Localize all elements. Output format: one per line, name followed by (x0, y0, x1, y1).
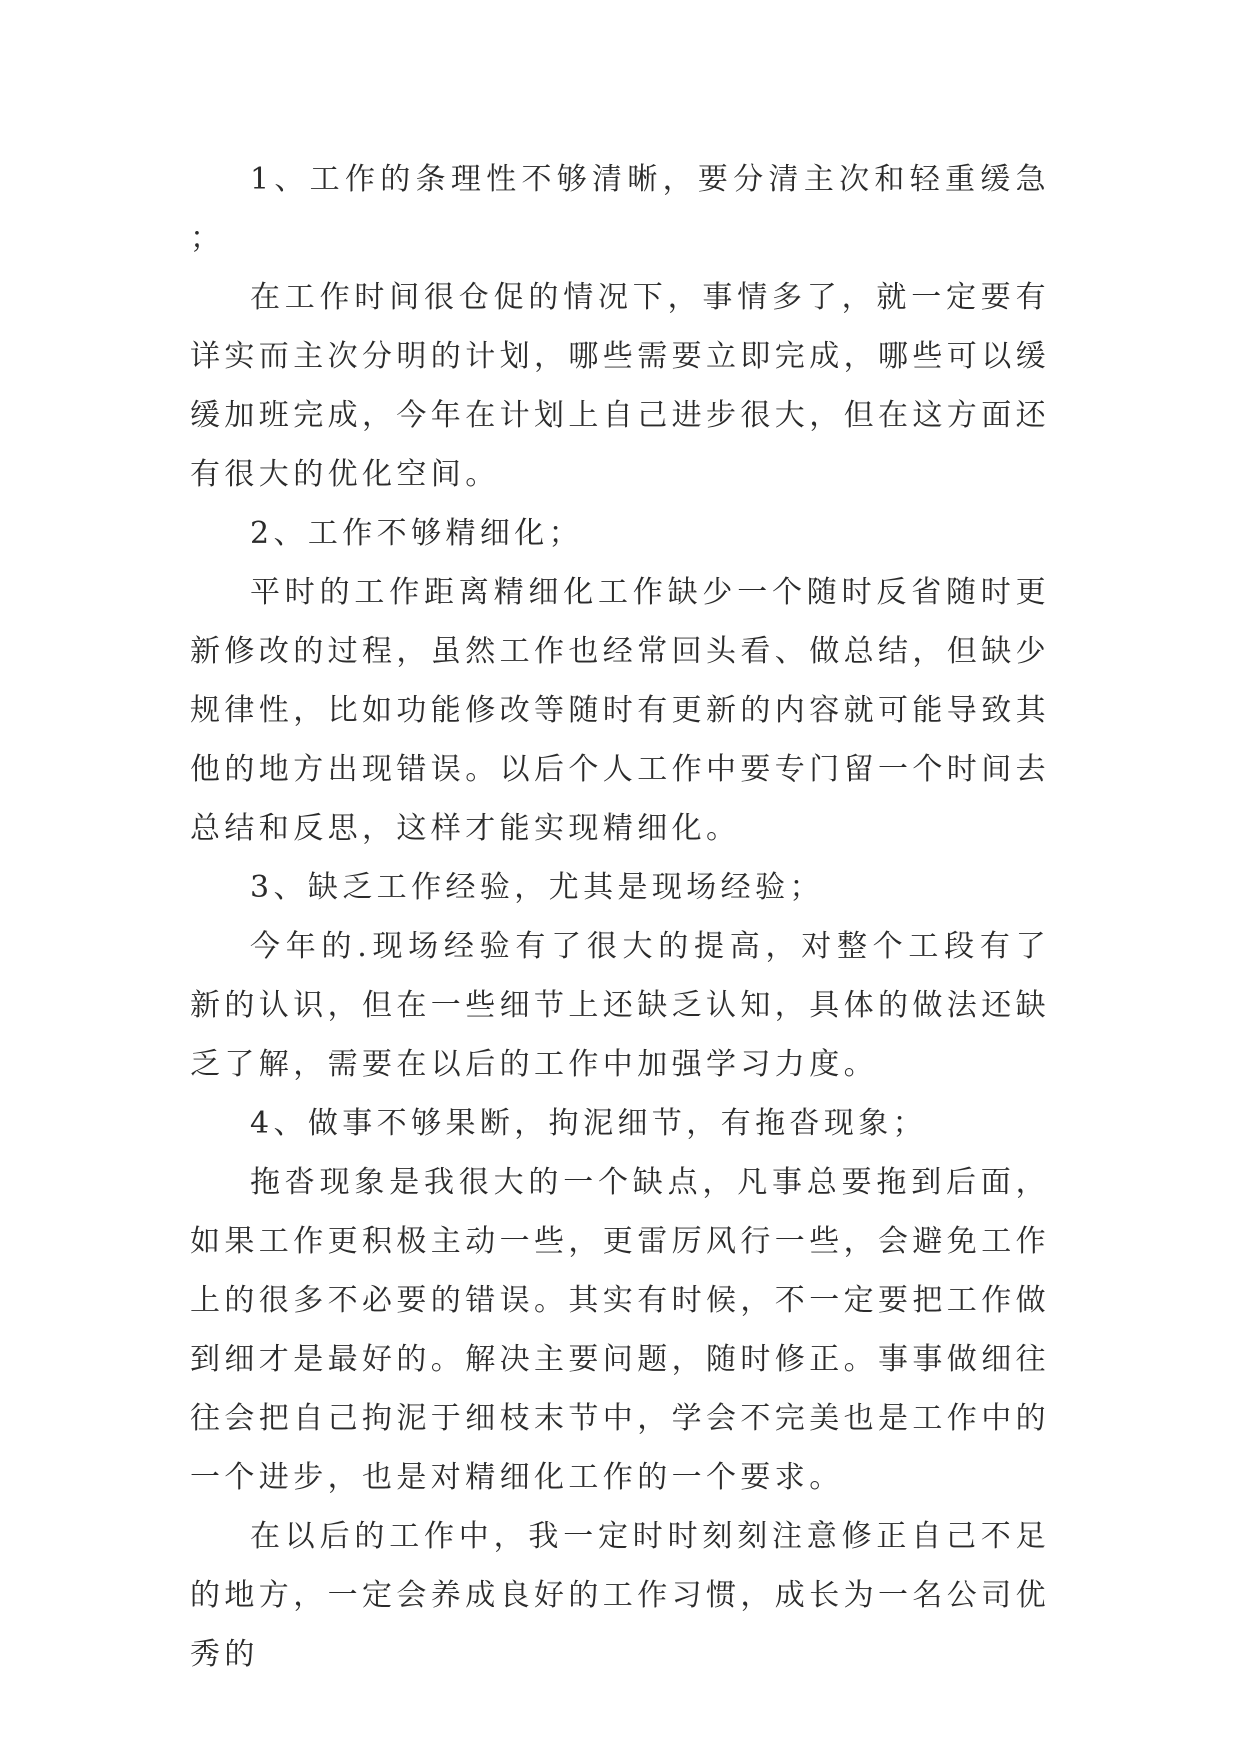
document-body (190, 150, 1050, 1684)
paragraph-heading-2: 2、工作不够精细化； (250, 516, 584, 551)
paragraph-heading-1: 1、工作的条理性不够清晰，要分清主次和轻重缓急； (190, 162, 1050, 256)
paragraph-heading-3: 3、缺乏工作经验，尤其是现场经验； (250, 870, 824, 905)
paragraph-heading-4: 4、做事不够果断，拘泥细节，有拖沓现象； (250, 1106, 928, 1141)
paragraph-conclusion: 在以后的工作中，我一定时时刻刻注意修正自己不足的地方，一定会养成良好的工作习惯，成长为一名公司优秀的 (190, 1519, 1050, 1672)
paragraph-experience: 今年的.现场经验有了很大的提高，对整个工段有了新的认识，但在一些细节上还缺乏认知，具体的做法还缺乏了解，需要在以后的工作中加强学习力度。 (190, 929, 1050, 1082)
paragraph-planning: 在工作时间很仓促的情况下，事情多了，就一定要有详实而主次分明的计划，哪些需要立即完成，哪些可以缓缓加班完成，今年在计划上自己进步很大，但在这方面还有很大的优化空间。 (190, 280, 1050, 492)
paragraph-refinement: 平时的工作距离精细化工作缺少一个随时反省随时更新修改的过程，虽然工作也经常回头看、做总结，但缺少规律性，比如功能修改等随时有更新的内容就可能导致其他的地方出现错误。以后个人工作中要专门留一个时间去总结和反思，这样才能实现精细化。 (190, 575, 1050, 846)
paragraph-procrastination: 拖沓现象是我很大的一个缺点，凡事总要拖到后面，如果工作更积极主动一些，更雷厉风行一些，会避免工作上的很多不必要的错误。其实有时候，不一定要把工作做到细才是最好的。解决主要问题，随时修正。事事做细往往会把自己拘泥于细枝末节中，学会不完美也是工作中的一个进步，也是对精细化工作的一个要求。 (190, 1165, 1050, 1495)
